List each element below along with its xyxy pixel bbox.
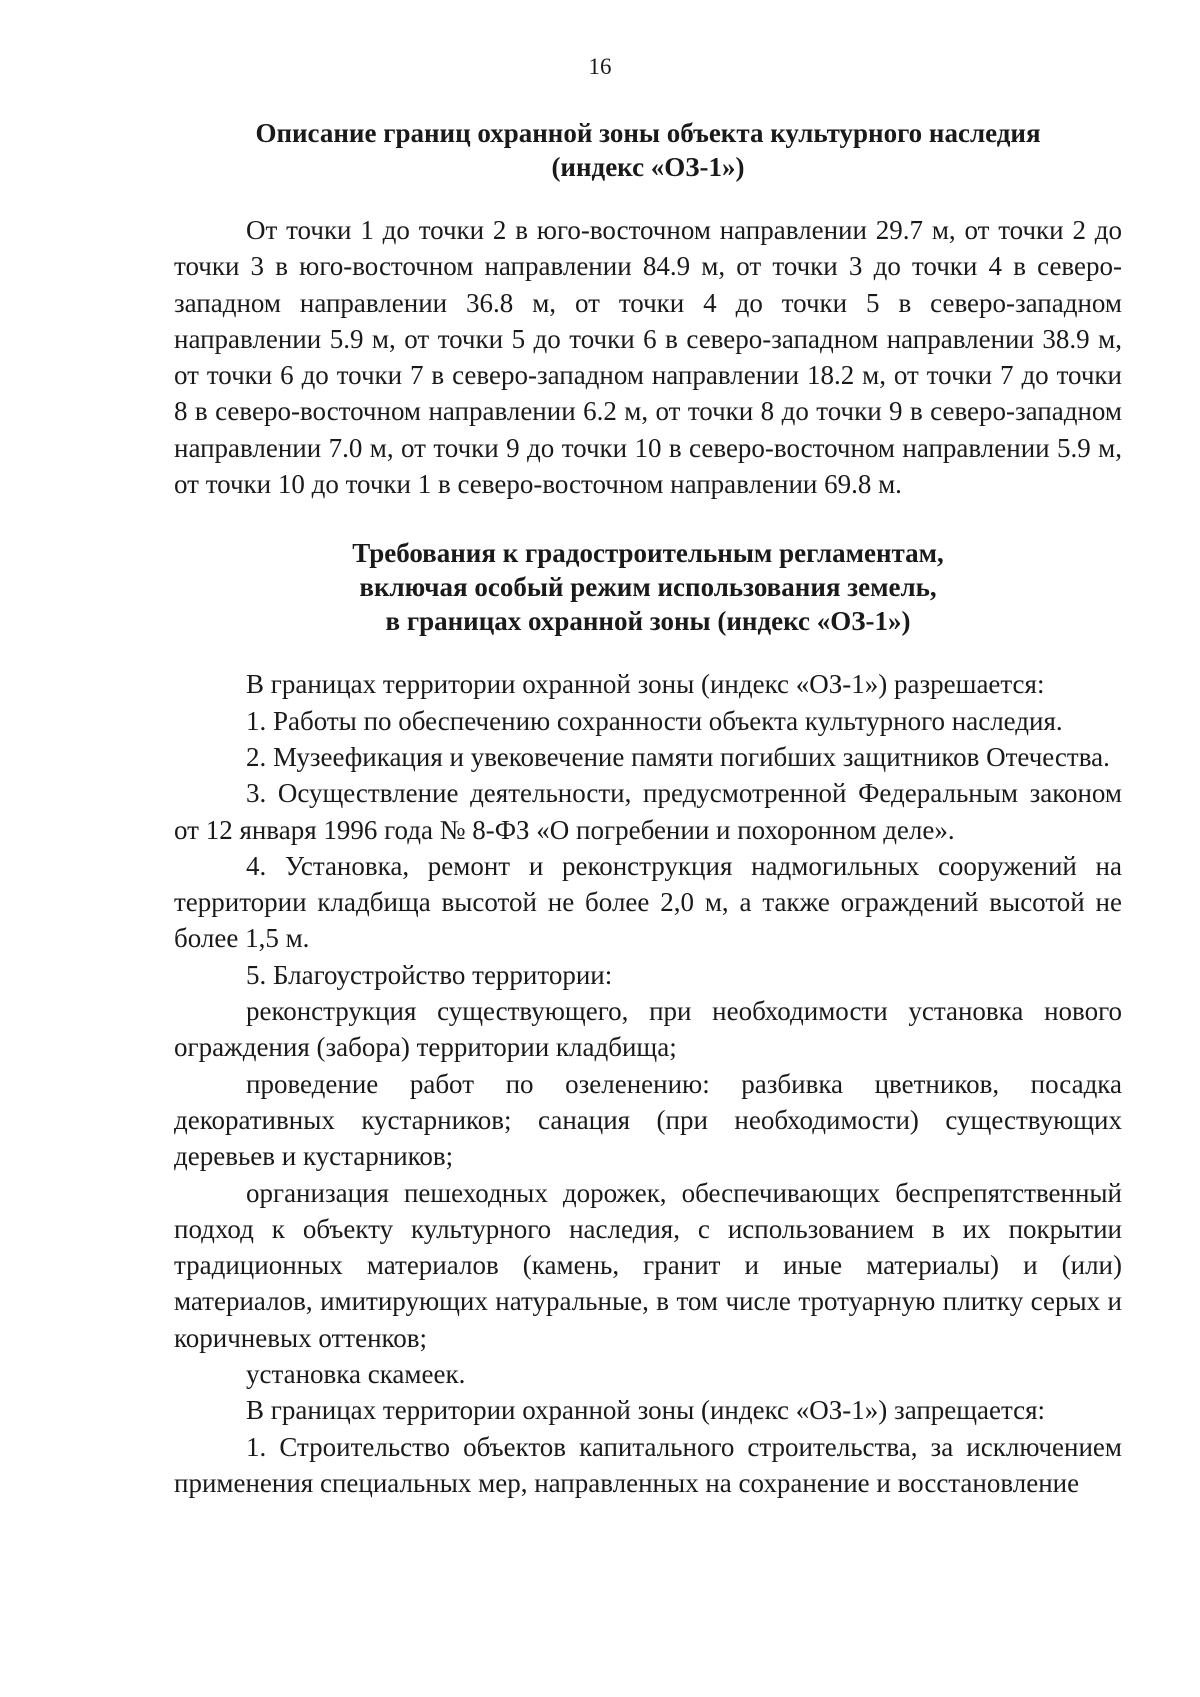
title-line: (индекс «ОЗ-1»): [551, 152, 745, 182]
list-item-allowed-5: 5. Благоустройство территории:: [246, 959, 613, 990]
sub-item-benches: установка скамеек.: [246, 1359, 466, 1390]
sub-item-greening: проведение работ по озеленению: разбивка цветников, посадка декоративных кустарников; санация (при необходимости) существующих деревьев и кустарников;: [174, 1068, 1122, 1172]
title-line: в границах охранной зоны (индекс «ОЗ-1»): [385, 606, 911, 637]
list-item-allowed-1: 1. Работы по обеспечению сохранности объекта культурного наследия.: [246, 705, 1063, 736]
sub-item-fence: реконструкция существующего, при необходимости установка нового ограждения (забора) территории кладбища;: [174, 996, 1122, 1063]
paragraph-prohibited-intro: В границах территории охранной зоны (индекс «ОЗ-1») запрещается:: [246, 1395, 1046, 1426]
section-title-requirements: [174, 536, 1122, 638]
paragraph-allowed-intro: В границах территории охранной зоны (индекс «ОЗ-1») разрешается:: [246, 669, 1045, 700]
list-item-allowed-3: 3. Осуществление деятельности, предусмотренной Федеральным законом от 12 января 1996 года № 8-ФЗ «О погребении и похоронном деле».: [174, 778, 1122, 845]
sub-item-paths: организация пешеходных дорожек, обеспечивающих беспрепятственный подход к объекту культурного наследия, с использованием в их покрытии традиционных материалов (камень, гранит и иные материалы) и (или) материалов, имитирующих натуральные, в том числе тротуарную плитку серых и коричневых оттенков;: [174, 1177, 1122, 1353]
list-item-prohibited-1: 1. Строительство объектов капитального строительства, за исключением применения специальных мер, направленных на сохранение и восстановление: [174, 1431, 1122, 1498]
list-item-allowed-4: 4. Установка, ремонт и реконструкция надмогильных сооружений на территории кладбища высотой не более 2,0 м, а также ограждений высотой не более 1,5 м.: [174, 850, 1122, 954]
paragraph-boundary-description: От точки 1 до точки 2 в юго-восточном направлении 29.7 м, от точки 2 до точки 3 в юго-восточном направлении 84.9 м, от точки 3 до точки 4 в северо-западном направлении 36.8 м, от точки 4 до точки 5 в северо-западном направлении 5.9 м, от точки 5 до точки 6 в северо-западном направлении 38.9 м, от точки 6 до точки 7 в северо-западном направлении 18.2 м, от точки 7 до точки 8 в северо-восточном направлении 6.2 м, от точки 8 до точки 9 в северо-западном направлении 7.0 м, от точки 9 до точки 10 в северо-восточном направлении 5.9 м, от точки 10 до точки 1 в северо-восточном направлении 69.8 м.: [174, 215, 1122, 500]
document-body: [174, 116, 1122, 1501]
title-line: включая особый режим использования земель,: [359, 572, 937, 603]
title-line: Требования к градостроительным регламентам,: [352, 538, 944, 569]
title-line: Описание границ охранной зоны объекта культурного наследия: [255, 118, 1041, 148]
section-title-boundaries: [174, 116, 1122, 184]
page-number: 16: [588, 54, 612, 79]
list-item-allowed-2: 2. Музеефикация и увековечение памяти погибших защитников Отечества.: [246, 741, 1110, 772]
